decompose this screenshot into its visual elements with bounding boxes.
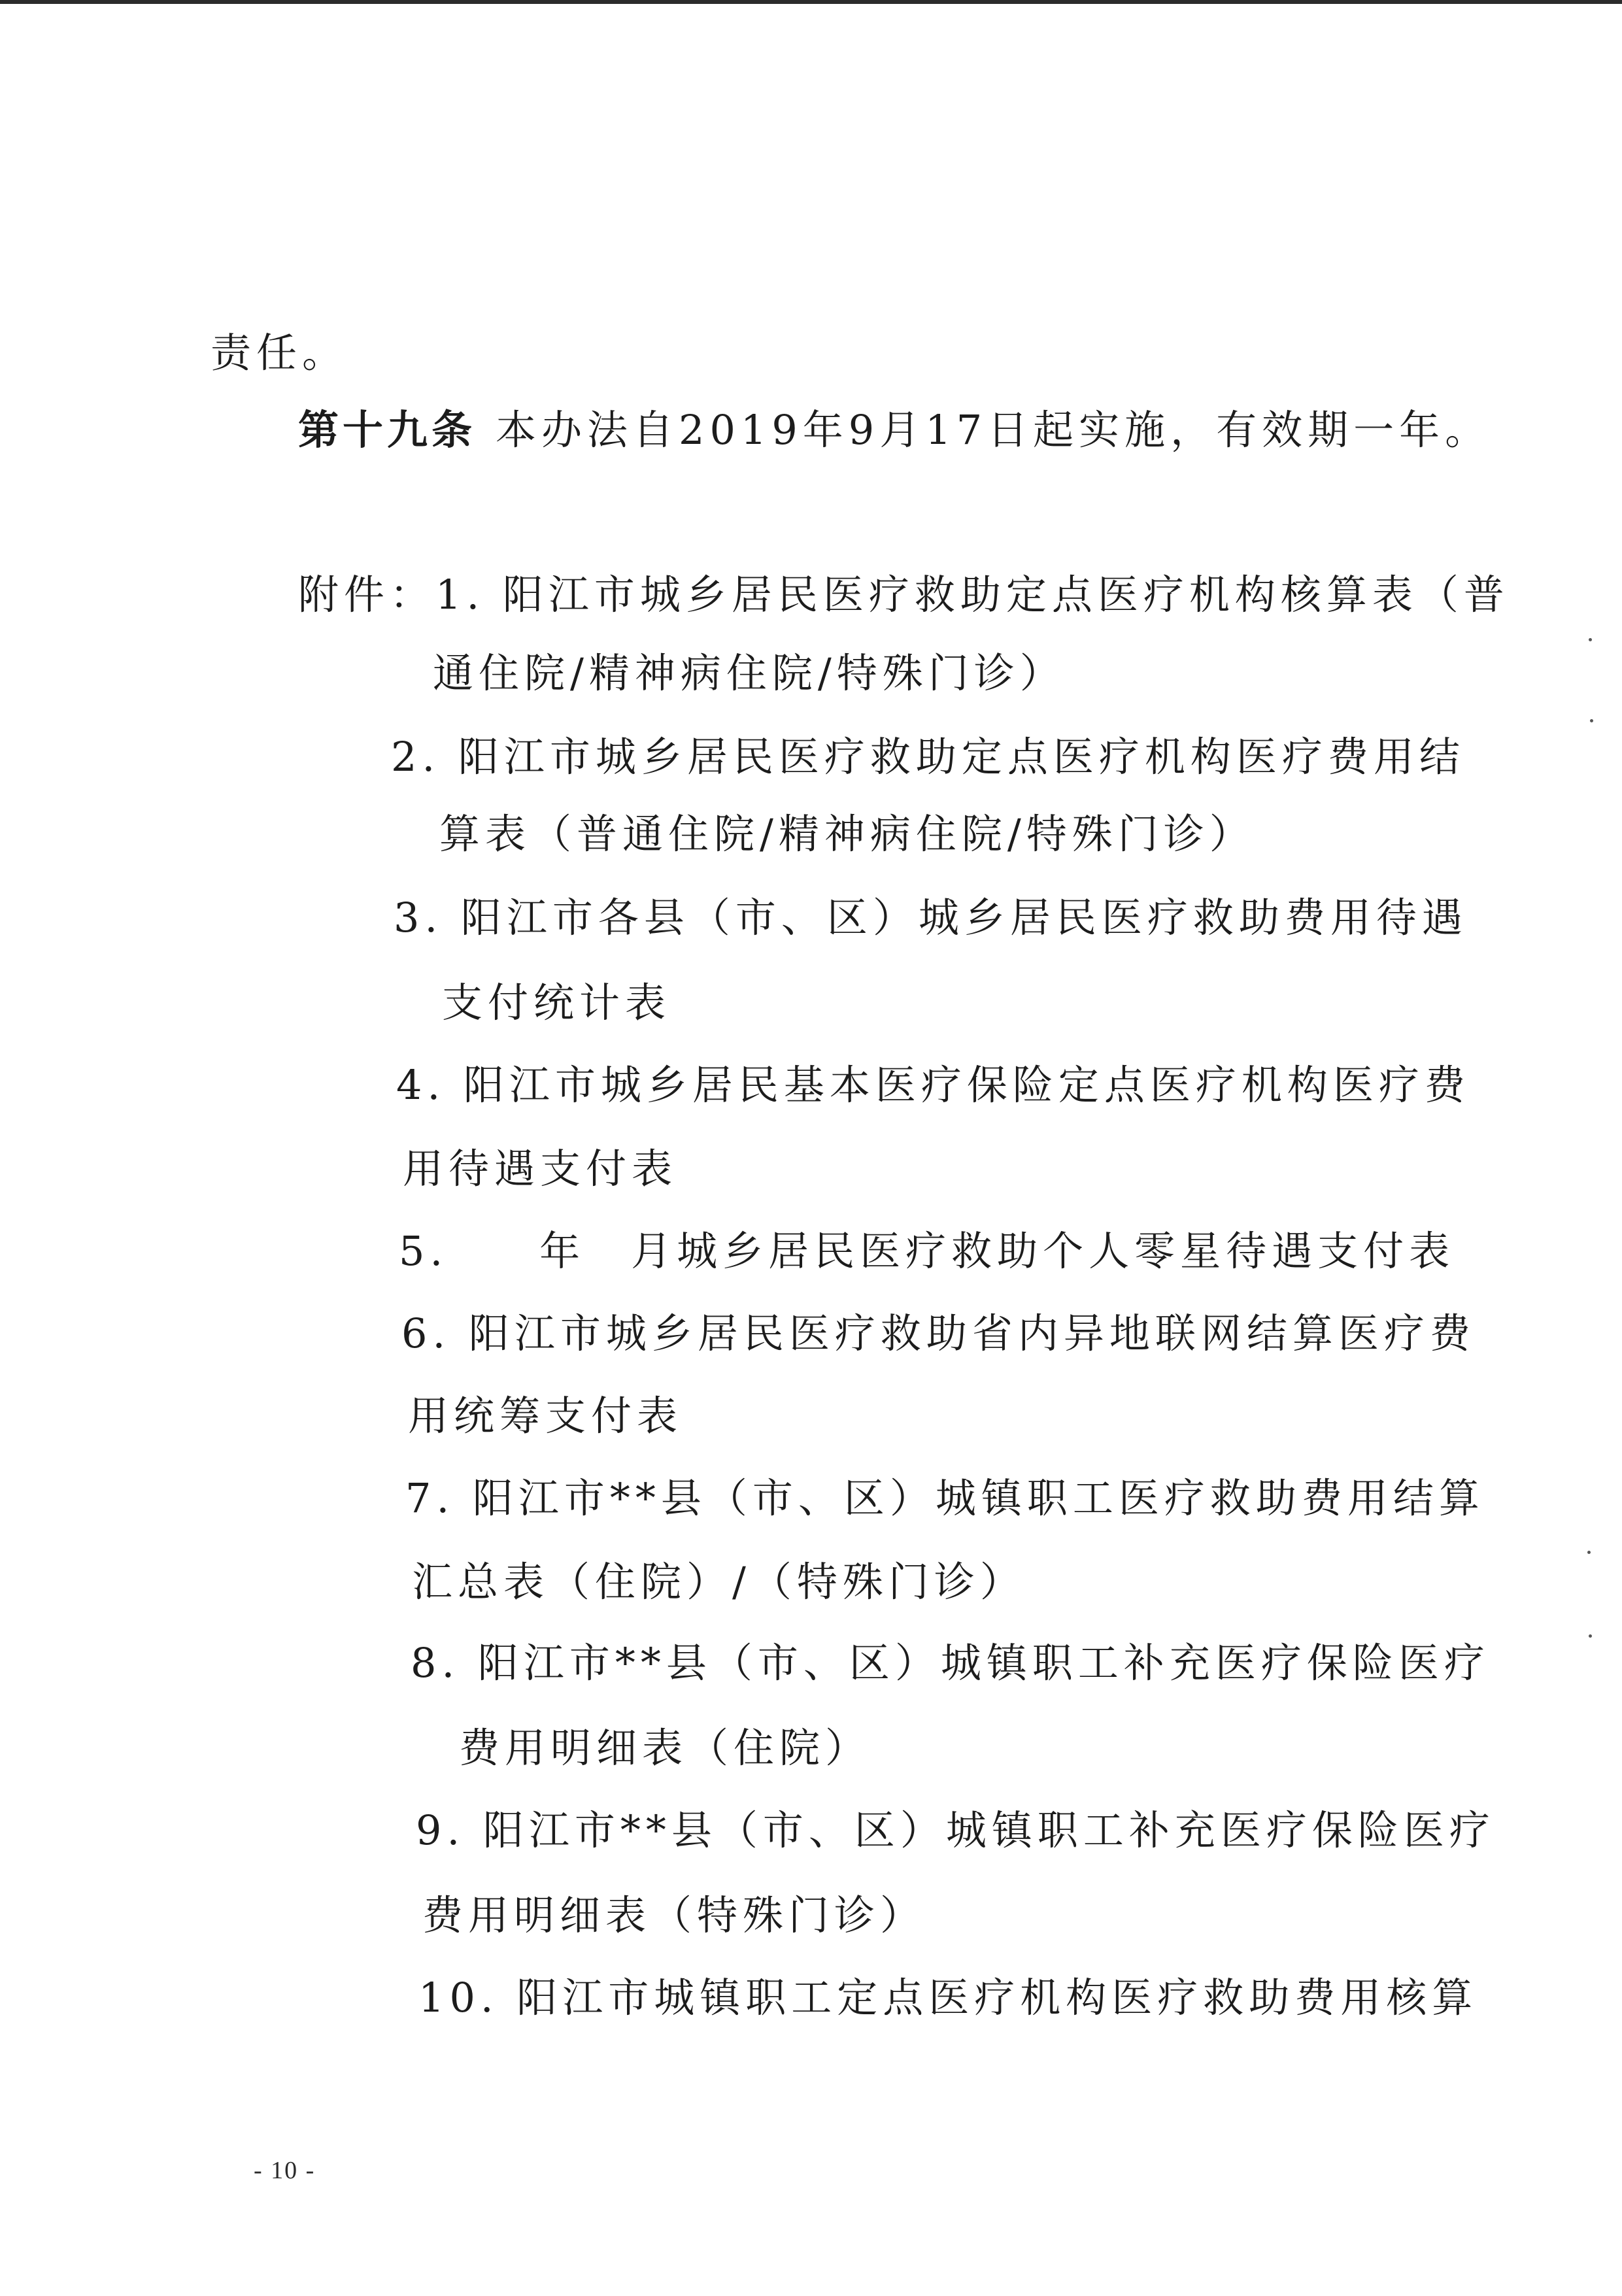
attachment-7-line2: 汇总表（住院）/（特殊门诊） [412, 1558, 1026, 1606]
page-number: - 10 - [254, 2157, 316, 2184]
article-heading: 第十九条 [298, 406, 477, 454]
scan-speck [1587, 1551, 1591, 1554]
attachment-7-line1: 7. 阳江市**县（市、区）城镇职工医疗救助费用结算 [405, 1474, 1485, 1522]
attachment-2-line2: 算表（普通住院/精神病住院/特殊门诊） [439, 810, 1255, 858]
attachment-9-line2: 费用明细表（特殊门诊） [422, 1891, 926, 1939]
attachment-6-line1: 6. 阳江市城乡居民医疗救助省内异地联网结算医疗费 [401, 1309, 1476, 1357]
attachment-4-line1: 4. 阳江市城乡居民基本医疗保险定点医疗机构医疗费 [396, 1061, 1470, 1109]
attachment-3-line1: 3. 阳江市各县（市、区）城乡居民医疗救助费用待遇 [394, 894, 1468, 941]
attachment-3-line2: 支付统计表 [442, 979, 671, 1026]
attachments-label: 附件： [298, 571, 436, 618]
article-text: 本办法自2019年9月17日起实施，有效期一年。 [496, 406, 1491, 454]
scan-speck [1589, 1634, 1592, 1638]
attachment-2-line1: 2. 阳江市城乡居民医疗救助定点医疗机构医疗费用结 [391, 733, 1465, 781]
attachment-9-line1: 9. 阳江市**县（市、区）城镇职工补充医疗保险医疗 [416, 1806, 1495, 1854]
scan-speck [1589, 638, 1592, 641]
attachment-10-line1: 10. 阳江市城镇职工定点医疗机构医疗救助费用核算 [418, 1974, 1478, 2021]
scan-speck [1590, 719, 1593, 722]
attachment-8-line2: 费用明细表（住院） [459, 1724, 871, 1772]
attachment-1-line1: 附件：1. 阳江市城乡居民医疗救助定点医疗机构核算表（普 [298, 571, 1510, 618]
scan-top-edge [0, 0, 1622, 4]
attachment-8-line1: 8. 阳江市**县（市、区）城镇职工补充医疗保险医疗 [411, 1639, 1490, 1687]
attachment-4-line2: 用待遇支付表 [403, 1145, 678, 1192]
continuation-text: 责任。 [211, 329, 348, 377]
article-19 [298, 404, 1491, 456]
attachment-6-line2: 用统筹支付表 [408, 1392, 683, 1440]
attachment-1-line2: 通住院/精神病住院/特殊门诊） [433, 649, 1066, 697]
attachment-5-line1: 5. 年 月城乡居民医疗救助个人零星待遇支付表 [399, 1227, 1455, 1275]
